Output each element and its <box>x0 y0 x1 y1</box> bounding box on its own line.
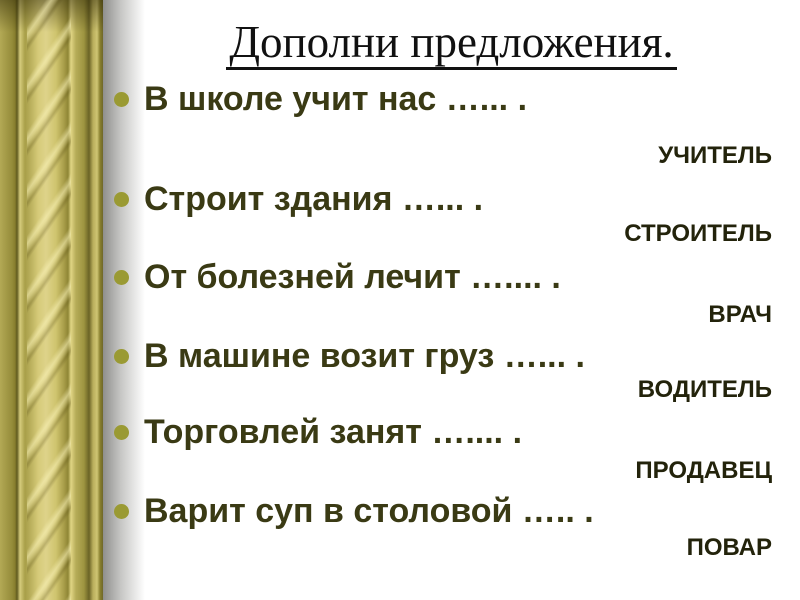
slide-title: Дополни предложения. <box>226 20 676 70</box>
answer-label: ВОДИТЕЛЬ <box>637 376 772 403</box>
sentence-row <box>114 260 561 294</box>
title-area <box>103 17 800 70</box>
bullet-icon <box>114 270 129 285</box>
sentence-text: От болезней лечит ….... . <box>144 258 561 296</box>
sentence-row <box>114 494 594 528</box>
answer-label: ПРОДАВЕЦ <box>635 457 772 484</box>
answer-label: СТРОИТЕЛЬ <box>624 220 772 247</box>
bullet-icon <box>114 192 129 207</box>
bullet-icon <box>114 349 129 364</box>
sentence-text: В машине возит груз …... . <box>144 337 585 375</box>
answer-label: УЧИТЕЛЬ <box>658 142 772 169</box>
answer-label: ПОВАР <box>686 534 772 561</box>
rope-column-decoration <box>0 0 103 600</box>
answer-label: ВРАЧ <box>708 301 772 328</box>
sentence-row <box>114 82 527 116</box>
sentence-row <box>114 339 585 373</box>
sentence-row <box>114 415 522 449</box>
sentence-text: Варит суп в столовой ….. . <box>144 492 594 530</box>
bullet-icon <box>114 92 129 107</box>
bullet-icon <box>114 425 129 440</box>
sentence-text: Строит здания …... . <box>144 180 484 218</box>
rope-texture <box>27 0 71 600</box>
sentence-text: В школе учит нас …... . <box>144 80 528 118</box>
sentence-row <box>114 182 483 216</box>
sentence-text: Торговлей занят ….... . <box>144 413 523 451</box>
bullet-icon <box>114 504 129 519</box>
